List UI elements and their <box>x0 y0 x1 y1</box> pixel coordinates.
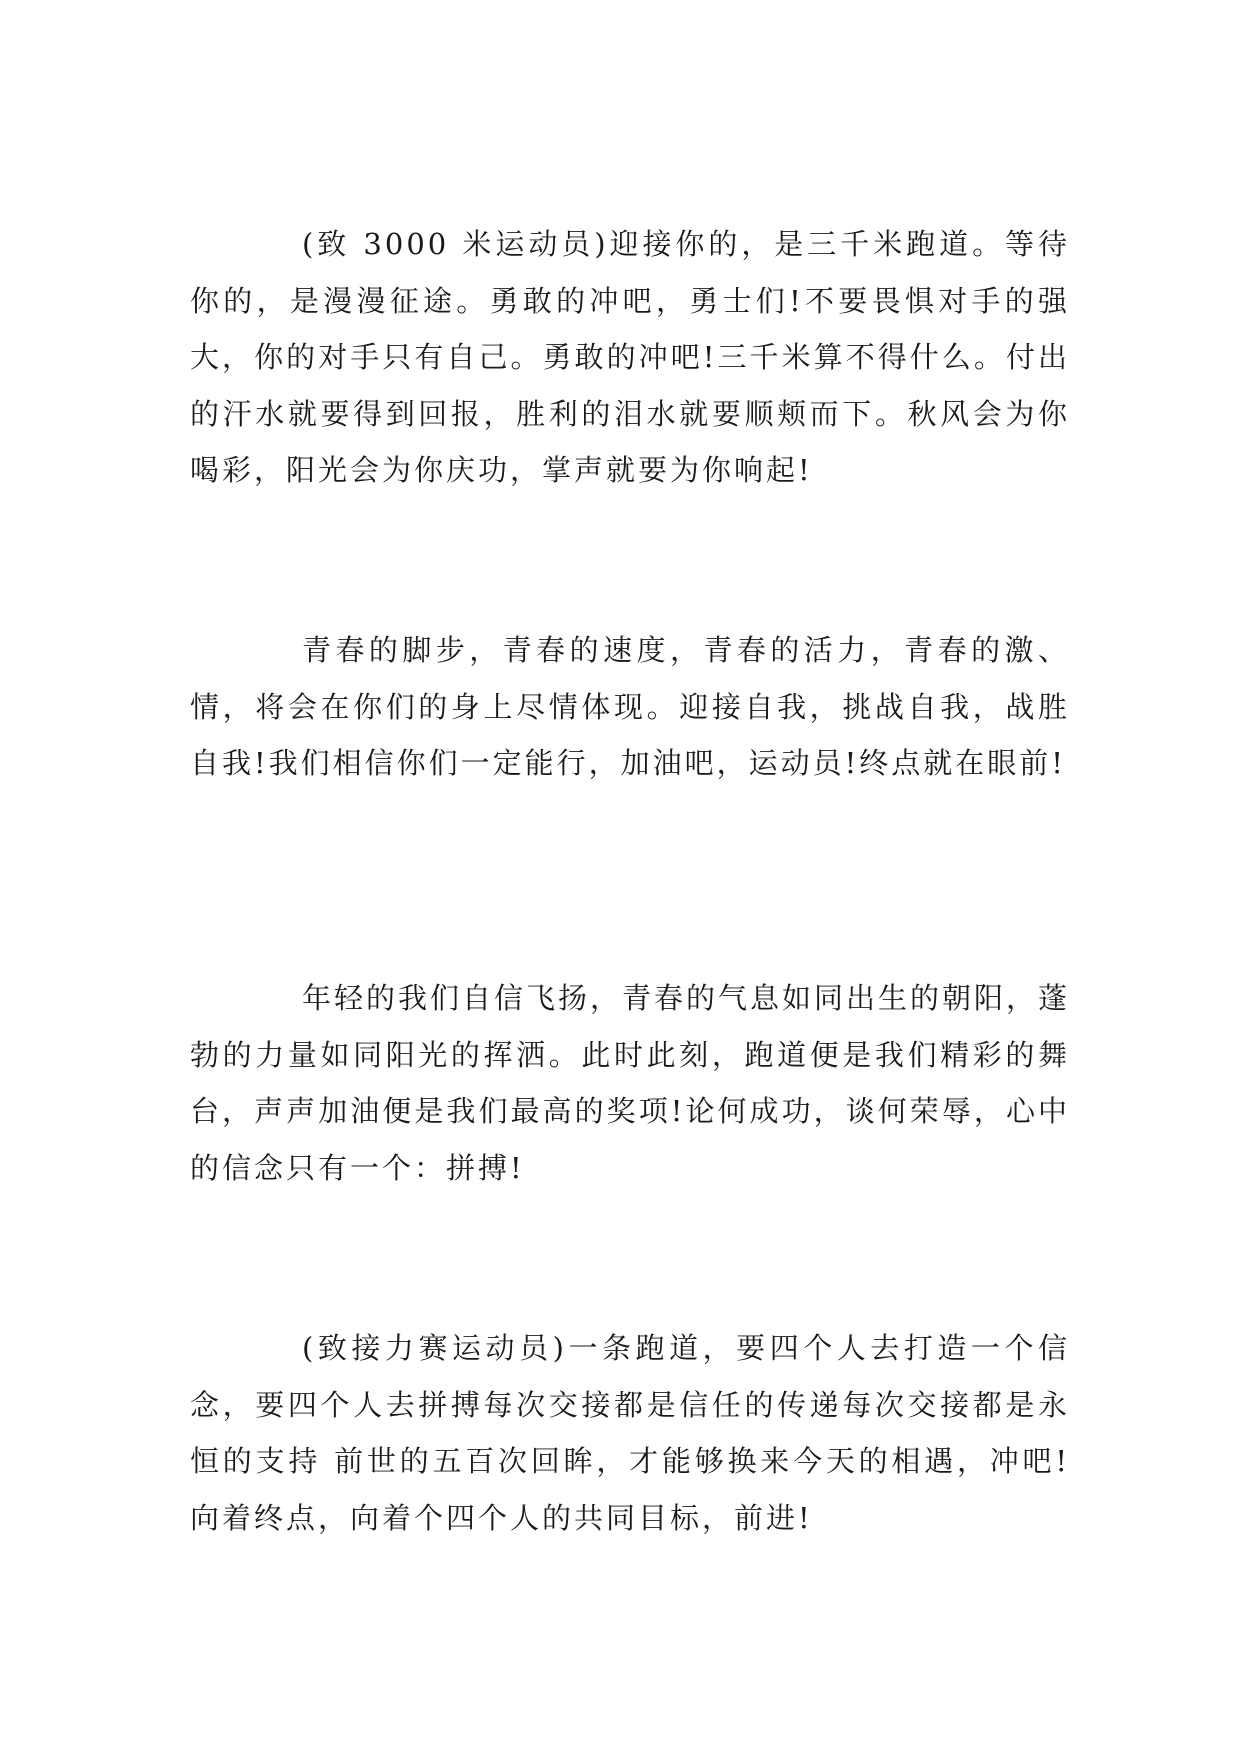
paragraph-confident-youth: 年轻的我们自信飞扬，青春的气息如同出生的朝阳，蓬勃的力量如同阳光的挥洒。此时此刻，跑道便是我们精彩的舞台，声声加油便是我们最高的奖项!论何成功，谈何荣辱，心中的信念只有一个：拼搏! <box>190 981 1071 1185</box>
paragraph-youth-steps: 青春的脚步，青春的速度，青春的活力，青春的激、情，将会在你们的身上尽情体现。迎接自我，挑战自我，战胜自我!我们相信你们一定能行，加油吧，运动员!终点就在眼前! <box>190 633 1070 780</box>
paragraph-relay-runners: (致接力赛运动员)一条跑道，要四个人去打造一个信念，要四个人去拼搏每次交接都是信任的传递每次交接都是永恒的支持 前世的五百次回眸，才能够换来今天的相遇，冲吧!向着终点，向着个四个人的共同目标，前进! <box>190 1331 1070 1535</box>
paragraph-3000m-runners: (致 3000 米运动员)迎接你的，是三千米跑道。等待你的，是漫漫征途。勇敢的冲吧，勇士们!不要畏惧对手的强大，你的对手只有自己。勇敢的冲吧!三千米算不得什么。付出的汗水就要得到回报，胜利的泪水就要顺颊而下。秋风会为你喝彩，阳光会为你庆功，掌声就要为你响起! <box>190 227 1070 487</box>
